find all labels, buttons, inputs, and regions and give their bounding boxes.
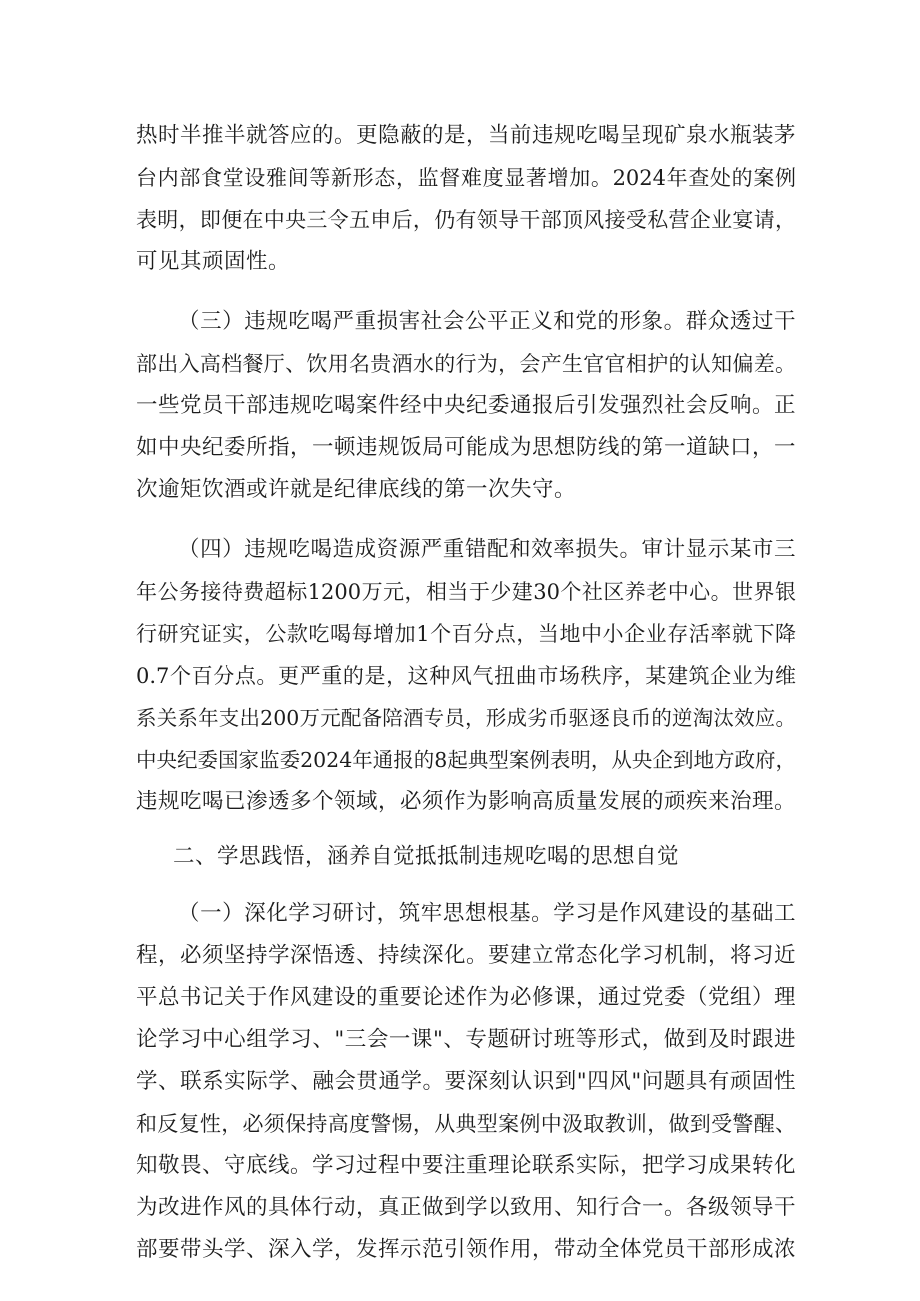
text-line: 程，必须坚持学深悟透、持续深化。要建立常态化学习机制，将习近 bbox=[136, 943, 797, 968]
text-line: 一些党员干部违规吃喝案件经中央纪委通报后引发强烈社会反响。正 bbox=[136, 393, 797, 418]
text-line: 表明，即便在中央三令五申后，仍有领导干部顶风接受私营企业宴请， bbox=[136, 208, 796, 232]
text-line: 0.7个百分点。更严重的是，这种风气扭曲市场秩序，某建筑企业为维 bbox=[136, 664, 796, 688]
paragraph-first-line: （三）违规吃喝严重损害社会公平正义和党的形象。群众透过干 bbox=[178, 309, 796, 334]
text-line: 年公务接待费超标1200万元，相当于少建30个社区养老中心。世界银 bbox=[136, 580, 796, 604]
paragraph-first-line: （一）深化学习研讨，筑牢思想根基。学习是作风建设的基础工 bbox=[178, 901, 796, 926]
text-line: 系关系年支出200万元配备陪酒专员，形成劣币驱逐良币的逆淘汰效应。 bbox=[136, 706, 796, 730]
text-line: 次逾矩饮酒或许就是纪律底线的第一次失守。 bbox=[136, 477, 577, 502]
text-line: 行研究证实，公款吃喝每增加1个百分点，当地中小企业存活率就下降 bbox=[136, 622, 796, 646]
text-line: 知敬畏、守底线。学习过程中要注重理论联系实际，把学习成果转化 bbox=[136, 1153, 797, 1178]
text-line: 为改进作风的具体行动，真正做到学以致用、知行合一。各级领导干 bbox=[136, 1195, 797, 1220]
text-line: 热时半推半就答应的。更隐蔽的是，当前违规吃喝呈现矿泉水瓶装茅 bbox=[136, 123, 797, 148]
text-line: 和反复性，必须保持高度警惕，从典型案例中汲取教训，做到受警醒、 bbox=[136, 1112, 796, 1136]
paragraph-first-line: （四）违规吃喝造成资源严重错配和效率损失。审计显示某市三 bbox=[178, 537, 796, 562]
text-line: 学、联系实际学、融会贯通学。要深刻认识到"四风"问题具有顽固性 bbox=[136, 1069, 796, 1094]
text-line: 部出入高档餐厅、饮用名贵酒水的行为，会产生官官相护的认知偏差。 bbox=[136, 352, 796, 376]
text-line: 如中央纪委所指，一顿违规饭局可能成为思想防线的第一道缺口，一 bbox=[136, 435, 797, 460]
text-line: 中央纪委国家监委2024年通报的8起典型案例表明，从央企到地方政府， bbox=[136, 748, 796, 772]
text-line: 可见其顽固性。 bbox=[136, 249, 291, 274]
text-line: 台内部食堂设雅间等新形态，监督难度显著增加。2024年查处的案例 bbox=[136, 166, 796, 190]
text-line: 违规吃喝已渗透多个领域，必须作为影响高质量发展的顽疾来治理。 bbox=[136, 789, 797, 814]
section-heading: 二、学思践悟，涵养自觉抵抵制违规吃喝的思想自觉 bbox=[173, 844, 680, 869]
text-line: 论学习中心组学习、"三会一课"、专题研讨班等形式，做到及时跟进 bbox=[136, 1027, 796, 1052]
text-line: 平总书记关于作风建设的重要论述作为必修课，通过党委（党组）理 bbox=[136, 985, 797, 1010]
text-line: 部要带头学、深入学，发挥示范引领作用，带动全体党员干部形成浓 bbox=[136, 1237, 797, 1262]
